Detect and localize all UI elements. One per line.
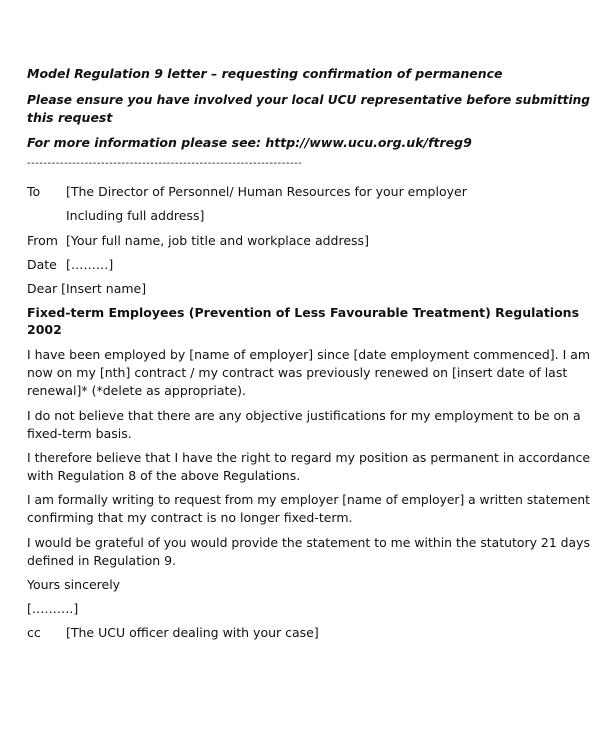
to-value-line-1: [The Director of Personnel/ Human Resources for your employer: [66, 184, 467, 199]
paragraph-5-line-2: defined in Regulation 9.: [27, 553, 177, 568]
paragraph-4-line-1: I am formally writing to request from my employer [name of employer] a written statement: [27, 492, 590, 507]
paragraph-1-line-2: now on my [nth] contract / my contract was previously renewed on [insert date of last: [27, 365, 568, 380]
date-label: Date: [27, 257, 57, 272]
document-title: Model Regulation 9 letter – requesting confirmation of permanence: [27, 66, 503, 81]
more-info-line: For more information please see: http://www.ucu.org.uk/ftreg9: [27, 135, 472, 150]
paragraph-4-line-2: confirming that my contract is no longer fixed-term.: [27, 510, 353, 525]
paragraph-2-line-2: fixed-term basis.: [27, 426, 132, 441]
cc-value: [The UCU officer dealing with your case]: [66, 625, 319, 640]
cc-label: cc: [27, 625, 41, 640]
paragraph-3-line-1: I therefore believe that I have the right to regard my position as permanent in accordance: [27, 450, 590, 465]
from-label: From: [27, 233, 58, 248]
paragraph-3-line-2: with Regulation 8 of the above Regulations.: [27, 468, 301, 483]
to-value-line-2: Including full address]: [66, 208, 205, 223]
instruction-note-line-1: Please ensure you have involved your local UCU representative before submitting: [27, 92, 590, 107]
instruction-note-line-2: this request: [27, 110, 113, 125]
paragraph-2-line-1: I do not believe that there are any objective justifications for my employment to be on a: [27, 408, 581, 423]
subject-line-1: Fixed-term Employees (Prevention of Less Favourable Treatment) Regulations: [27, 305, 580, 320]
to-label: To: [27, 184, 41, 199]
date-value: [………]: [66, 257, 114, 272]
subject-line-2: 2002: [27, 322, 62, 337]
divider: -------------------------------------------------------------------: [27, 158, 303, 169]
closing: Yours sincerely: [27, 577, 121, 592]
salutation: Dear [Insert name]: [27, 281, 147, 296]
paragraph-1-line-1: I have been employed by [name of employer] since [date employment commenced]. I am: [27, 347, 590, 362]
paragraph-5-line-1: I would be grateful of you would provide the statement to me within the statutory 21 days: [27, 535, 590, 550]
paragraph-1-line-3: renewal]* (*delete as appropriate).: [27, 383, 246, 398]
signature-placeholder: [……….]: [27, 601, 79, 616]
from-value: [Your full name, job title and workplace address]: [66, 233, 369, 248]
